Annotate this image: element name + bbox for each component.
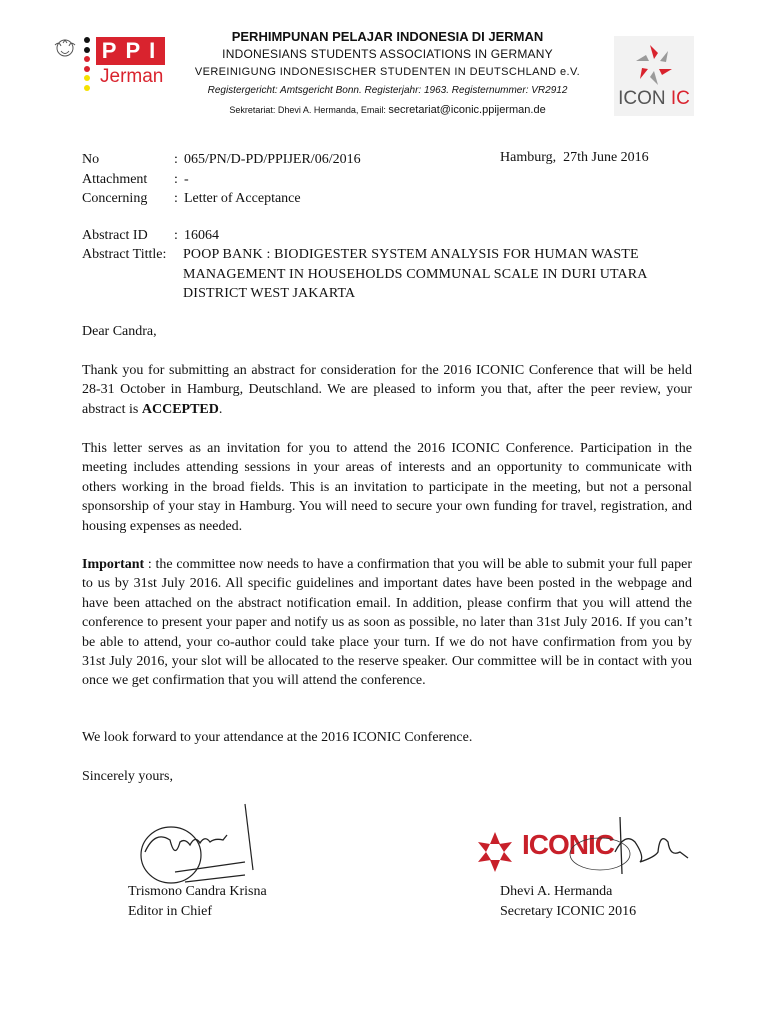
iconic-star-icon — [614, 38, 694, 90]
meta-row-number: No : 065/PN/D-PD/PPIJER/06/2016 — [82, 152, 361, 167]
signatory-right-name: Dhevi A. Hermanda — [500, 884, 613, 899]
signatory-left-name: Trismono Candra Krisna — [128, 884, 267, 899]
org-name-english: INDONESIANS STUDENTS ASSOCIATIONS IN GERMANY — [222, 47, 553, 61]
signature-hermanda-icon — [560, 812, 700, 882]
ppi-logo-subtitle: Jerman — [100, 66, 164, 87]
flag-dots — [84, 37, 92, 94]
iconic-stamp-text: ICONIC — [522, 829, 614, 860]
signature-krisna-icon — [135, 800, 275, 890]
secretariat-info — [170, 104, 605, 116]
signatory-right-role: Secretary ICONIC 2016 — [500, 904, 637, 919]
place-date: Hamburg, 27th June 2016 — [500, 150, 649, 165]
iconic-stamp-star-icon — [472, 829, 518, 875]
garuda-emblem-icon — [52, 37, 78, 59]
letter-meta — [82, 150, 361, 209]
abstract-title-row: Abstract Tittle: POOP BANK : BIODIGESTER SYSTEM ANALYSIS FOR HUMAN WASTE MANAGEMENT IN HOUSEHOLDS COMMUNAL SCALE IN DURI UTARA DISTRICT WEST JAKARTA — [82, 245, 702, 265]
paragraph-important: Important : the committee now needs to have a confirmation that you will be able to submit your full paper to us by 31st July 2016. All specific guidelines and important dates have been posted in the webpage and have been attached on the abstract notification email. In addition, please confirm that you will attend the conference to present your paper and notify us as soon as possible, no later than 31st July 2016. If you can’t be able to attend, your co-author could take place your turn. If we do not have confirmation from you by 31st July 2016, your slot will be allocated to the reserve speaker. Our committee will be in contact with you once we get confirmation that you will attend the conference. — [82, 557, 692, 689]
abstract-id: 16064 — [184, 228, 219, 243]
meta-row-attachment: Attachment : - — [82, 171, 189, 187]
abstract-id-row: Abstract ID : 16064 — [82, 226, 219, 246]
paragraph-closing: We look forward to your attendance at the 2016 ICONIC Conference. — [82, 730, 473, 745]
abstract-title: POOP BANK : BIODIGESTER SYSTEM ANALYSIS FOR HUMAN WASTE MANAGEMENT IN HOUSEHOLDS COMMUNAL SCALE IN DURI UTARA DISTRICT WEST JAKARTA — [183, 247, 647, 301]
org-name: PERHIMPUNAN PELAJAR INDONESIA DI JERMAN — [231, 29, 544, 44]
signatory-left — [128, 882, 267, 922]
closing-salutation: Sincerely yours, — [82, 769, 173, 784]
accepted-status: ACCEPTED — [141, 401, 219, 417]
register-info: Registergericht: Amtsgericht Bonn. Registerjahr: 1963. Registernummer: VR2912 — [207, 85, 568, 96]
salutation: Dear Candra, — [82, 324, 157, 339]
meta-row-concerning: Concerning : Letter of Acceptance — [82, 191, 301, 206]
ppi-logo: PPI — [96, 37, 165, 65]
iconic-logo-text: ICON IC — [618, 88, 690, 109]
iconic-logo — [614, 36, 694, 116]
paragraph-invitation: This letter serves as an invitation for you to attend the 2016 ICONIC Conference. Participation in the meeting includes attending sessions in your areas of interests and an opportunity to communicate with others working in the broad fields. This is an invitation to participate in the meeting, but not a personal sponsorship of your stay in Hamburg. You will need to secure your own funding for travel, registration, and housing expenses as needed. — [82, 441, 692, 534]
secretariat-label: Sekretariat: Dhevi A. Hermanda, Email: — [229, 105, 389, 115]
signatory-right — [500, 882, 636, 922]
org-name-german: VEREINIGUNG INDONESISCHER STUDENTEN IN DEUTSCHLAND e.V. — [194, 66, 581, 78]
paragraph-acceptance: Thank you for submitting an abstract for consideration for the 2016 ICONIC Conference that will be held 28-31 October in Hamburg, Deutschland. We are pleased to inform you that, after the peer review, your abstract is ACCEPTED. — [82, 363, 692, 417]
secretariat-email: secretariat@iconic.ppijerman.de — [388, 104, 546, 116]
signatory-left-role: Editor in Chief — [128, 904, 212, 919]
